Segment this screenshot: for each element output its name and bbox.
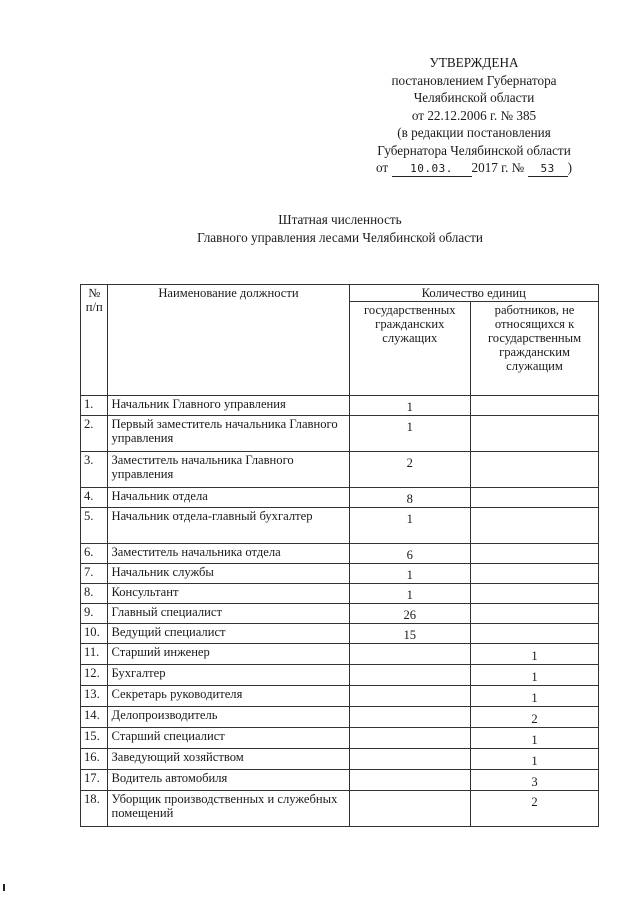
row-position: Начальник Главного управления — [108, 396, 349, 416]
row-civil — [349, 665, 471, 686]
row-position: Делопроизводитель — [108, 707, 349, 728]
row-civil — [349, 770, 471, 791]
document-title — [100, 211, 580, 247]
approval-line-2: Челябинской области — [413, 90, 535, 105]
scan-edge-mark — [3, 884, 5, 891]
approval-line-3: от 22.12.2006 г. № 385 — [411, 107, 537, 123]
approval-date-line — [340, 159, 608, 177]
row-other — [471, 452, 599, 488]
row-other — [471, 488, 599, 508]
row-civil: 1 — [349, 508, 471, 544]
row-position: Бухгалтер — [108, 665, 349, 686]
approval-line-1: постановлением Губернатора — [391, 72, 557, 88]
row-position: Секретарь руководителя — [108, 686, 349, 707]
row-position: Старший специалист — [108, 728, 349, 749]
row-number: 2. — [81, 416, 108, 452]
row-position: Заместитель начальника Главного управления — [108, 452, 349, 488]
row-number: 5. — [81, 508, 108, 544]
row-position: Старший инженер — [108, 644, 349, 665]
table-row — [81, 452, 599, 488]
date-value: 10.03. — [392, 162, 472, 177]
row-other: 1 — [471, 749, 599, 770]
table-row — [81, 707, 599, 728]
row-civil: 26 — [349, 604, 471, 624]
row-number: 6. — [81, 544, 108, 564]
approval-line-5: Губернатора Челябинской области — [377, 142, 571, 158]
row-civil — [349, 728, 471, 749]
header-position: Наименование должности — [108, 285, 349, 396]
row-other — [471, 508, 599, 544]
header-civil: государственных гражданских служащих — [349, 302, 471, 396]
table-row — [81, 544, 599, 564]
row-other — [471, 584, 599, 604]
row-position: Начальник отдела-главный бухгалтер — [108, 508, 349, 544]
row-number: 8. — [81, 584, 108, 604]
staff-table — [80, 284, 599, 827]
row-other — [471, 564, 599, 584]
table-row — [81, 416, 599, 452]
row-number: 15. — [81, 728, 108, 749]
row-other: 1 — [471, 728, 599, 749]
row-position: Водитель автомобиля — [108, 770, 349, 791]
number-value: 53 — [528, 162, 568, 177]
row-other — [471, 604, 599, 624]
year-text: 2017 г. № — [471, 160, 525, 175]
table-row — [81, 624, 599, 644]
title-line-1: Штатная численность — [278, 212, 402, 227]
row-civil — [349, 686, 471, 707]
row-number: 17. — [81, 770, 108, 791]
title-line-2: Главного управления лесами Челябинской области — [197, 230, 483, 245]
approval-heading: УТВЕРЖДЕНА — [429, 55, 519, 70]
table-row — [81, 749, 599, 770]
row-position: Первый заместитель начальника Главного управления — [108, 416, 349, 452]
table-row — [81, 686, 599, 707]
header-number: № п/п — [81, 285, 108, 396]
table-row — [81, 584, 599, 604]
row-other: 3 — [471, 770, 599, 791]
table-row — [81, 488, 599, 508]
row-position: Заместитель начальника отдела — [108, 544, 349, 564]
approval-stamp — [340, 54, 608, 177]
table-row — [81, 770, 599, 791]
table-row — [81, 564, 599, 584]
date-prefix: от — [376, 160, 389, 175]
row-civil — [349, 791, 471, 827]
row-number: 4. — [81, 488, 108, 508]
table-row — [81, 604, 599, 624]
row-civil: 1 — [349, 396, 471, 416]
row-other — [471, 416, 599, 452]
row-civil — [349, 644, 471, 665]
row-civil: 6 — [349, 544, 471, 564]
header-quantity: Количество единиц — [349, 285, 599, 302]
row-position: Начальник отдела — [108, 488, 349, 508]
row-position: Ведущий специалист — [108, 624, 349, 644]
row-other: 1 — [471, 644, 599, 665]
row-other — [471, 624, 599, 644]
table-row — [81, 791, 599, 827]
row-other: 2 — [471, 707, 599, 728]
row-other: 1 — [471, 686, 599, 707]
row-number: 9. — [81, 604, 108, 624]
table-row — [81, 728, 599, 749]
row-number: 18. — [81, 791, 108, 827]
row-number: 16. — [81, 749, 108, 770]
row-civil: 1 — [349, 584, 471, 604]
row-number: 13. — [81, 686, 108, 707]
row-number: 14. — [81, 707, 108, 728]
row-position: Главный специалист — [108, 604, 349, 624]
table-row — [81, 508, 599, 544]
table-row — [81, 396, 599, 416]
row-other — [471, 544, 599, 564]
row-other — [471, 396, 599, 416]
row-civil: 8 — [349, 488, 471, 508]
row-other: 2 — [471, 791, 599, 827]
row-number: 11. — [81, 644, 108, 665]
row-number: 3. — [81, 452, 108, 488]
row-civil: 2 — [349, 452, 471, 488]
row-civil — [349, 749, 471, 770]
row-number: 7. — [81, 564, 108, 584]
row-position: Уборщик производственных и служебных помещений — [108, 791, 349, 827]
row-civil: 1 — [349, 416, 471, 452]
row-number: 1. — [81, 396, 108, 416]
row-position: Начальник службы — [108, 564, 349, 584]
row-civil: 15 — [349, 624, 471, 644]
row-other: 1 — [471, 665, 599, 686]
row-position: Заведующий хозяйством — [108, 749, 349, 770]
header-other: работников, не относящихся к государственным гражданским служащим — [471, 302, 599, 396]
table-row — [81, 665, 599, 686]
row-civil — [349, 707, 471, 728]
approval-line-4: (в редакции постановления — [397, 125, 551, 140]
row-civil: 1 — [349, 564, 471, 584]
row-position: Консультант — [108, 584, 349, 604]
closing-paren: ) — [567, 160, 572, 175]
table-row — [81, 644, 599, 665]
row-number: 10. — [81, 624, 108, 644]
row-number: 12. — [81, 665, 108, 686]
